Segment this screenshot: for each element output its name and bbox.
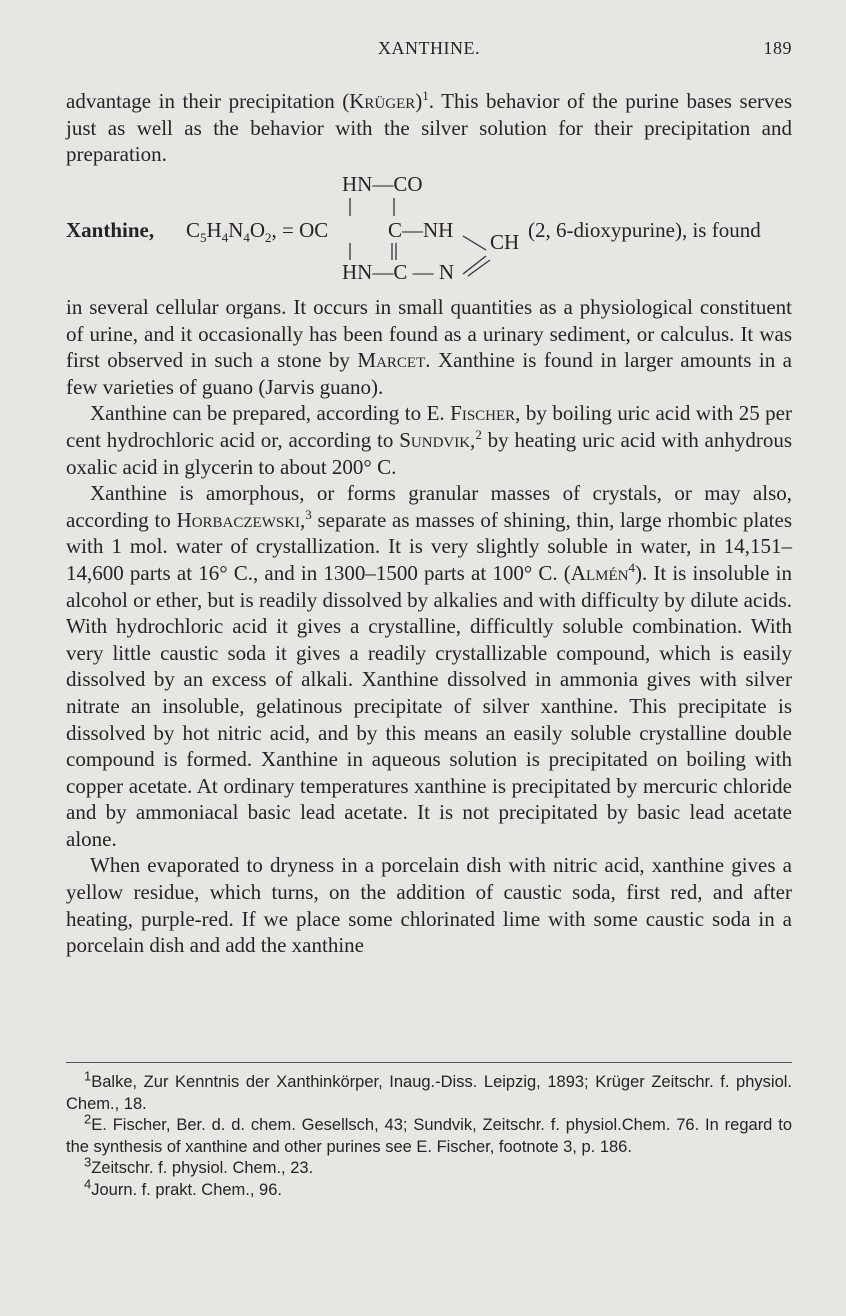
paragraph-occurrence: in several cellular organs. It occurs in small quantities as a physiological constituent of urine, and it occasionally has been found as a urinary sediment, or calculus. It was first observed in such a stone by Marcet. Xanthine is found in larger amounts in a few varieties of guano (Jarvis guano). [66, 295, 792, 399]
intro-text [66, 88, 792, 168]
formula-row-3: HN—C — N [342, 260, 455, 284]
formula-ch: CH [490, 230, 520, 254]
footnote-2: $^2$E. Fischer, Ber. d. d. chem. Gesellsch, 43; Sundvik, Zeitschr. f. physiol.Chem. 76. In regard to the synthesis of xanthine and other purines see E. Fischer, footnote 3, p. 186. [66, 1111, 792, 1156]
footnote-ref-2: 2 [475, 426, 482, 442]
author-sundvik: Sundvik, [399, 427, 476, 452]
author-almen: Almén [570, 560, 629, 585]
formula-middle-group: C—NH [388, 218, 454, 242]
running-header [66, 38, 792, 62]
formula-label: Xanthine, [66, 218, 155, 242]
page-number: 189 [763, 38, 792, 58]
footnote-1: $^1$Balke, Zur Kenntnis der Xanthinkörper, Inaug.-Diss. Leipzig, 1893; Krüger Zeitschr. f. physiol. Chem., 18. [66, 1068, 792, 1113]
footnote-ref-3: 3 [305, 506, 312, 522]
author-marcet: Marcet. [357, 348, 431, 373]
author-kruger: Krüger [349, 89, 416, 113]
footnotes [66, 1068, 792, 1201]
formula-name-note: (2, 6-dioxypurine), is found [528, 218, 761, 242]
author-horbaczewski: Horbaczewski, [176, 507, 306, 532]
author-fischer: Fischer, [450, 401, 521, 426]
running-title: XANTHINE. [378, 38, 480, 58]
xanthine-structural-formula [66, 170, 792, 290]
formula-bonds [66, 170, 792, 290]
intro-text-b: . This behavior of the purine bases serves just as well as the behavior with the silver solution for their precipitation and preparation. [66, 89, 792, 167]
formula-row-1: HN—CO [342, 172, 423, 196]
footnote-4: $^4$Journ. f. prakt. Chem., 96. [84, 1176, 282, 1199]
footnote-divider [66, 1062, 792, 1063]
paragraph-properties: Xanthine is amorphous, or forms granular masses of crystals, or may also, according to Horbaczewski,$^3$ separate as masses of shining, thin, large rhombic plates with 1 mol. water of crystallization. It is very slightly soluble in water, in 14,151–14,600 parts at 16° C., and in 1300–1500 parts at 100° C. (Almén$^4$). It is insoluble in alcohol or ether, but is readily dissolved by alkalies and with difficulty by dilute acids. With hydrochloric acid it gives a crystalline, difficultly soluble combination. With very little caustic soda it gives a readily crystallizable compound, which is easily dissolved by an excess of alkali. Xanthine dissolved in ammonia gives with silver nitrate an insoluble, gelatinous precipitate of silver xanthine. This precipitate is dissolved by hot nitric acid, and by this means an easily soluble crystalline double compound is formed. Xanthine in aqueous solution is precipitated on boiling with copper acetate. At ordinary temperatures xanthine is precipitated by mercuric chloride and by ammoniacal basic lead acetate. It is not precipitated by basic lead acetate alone. [66, 481, 792, 851]
footnote-ref-4: 4 [628, 559, 635, 575]
footnote-3: $^3$Zeitschr. f. physiol. Chem., 23. [84, 1154, 314, 1177]
formula-molecular: $C_5H_4N_4O_2$, = OC [186, 218, 329, 246]
paragraph-reactions: When evaporated to dryness in a porcelain dish with nitric acid, xanthine gives a yellow residue, which turns, on the addition of caustic soda, first red, and after heating, purple-red. If we place some chlorinated lime with some caustic soda in a porcelain dish and add the xanthine [66, 853, 792, 958]
paragraph-preparation: Xanthine can be prepared, according to E. Fischer, by boiling uric acid with 25 per cent hydrochloric acid or, according to Sundvik,$^2$ by heating uric acid with anhydrous oxalic acid in glycerin to about 200° C. [66, 401, 792, 479]
body-text [66, 294, 792, 959]
intro-paragraph: advantage in their precipitation (Krüger)$^1$. This behavior of the purine bases serves just as well as the behavior with the silver solution for their precipitation and preparation. [66, 88, 792, 167]
intro-text-a: advantage in their precipitation ( [66, 89, 350, 113]
footnote-ref-1: 1 [422, 88, 429, 103]
